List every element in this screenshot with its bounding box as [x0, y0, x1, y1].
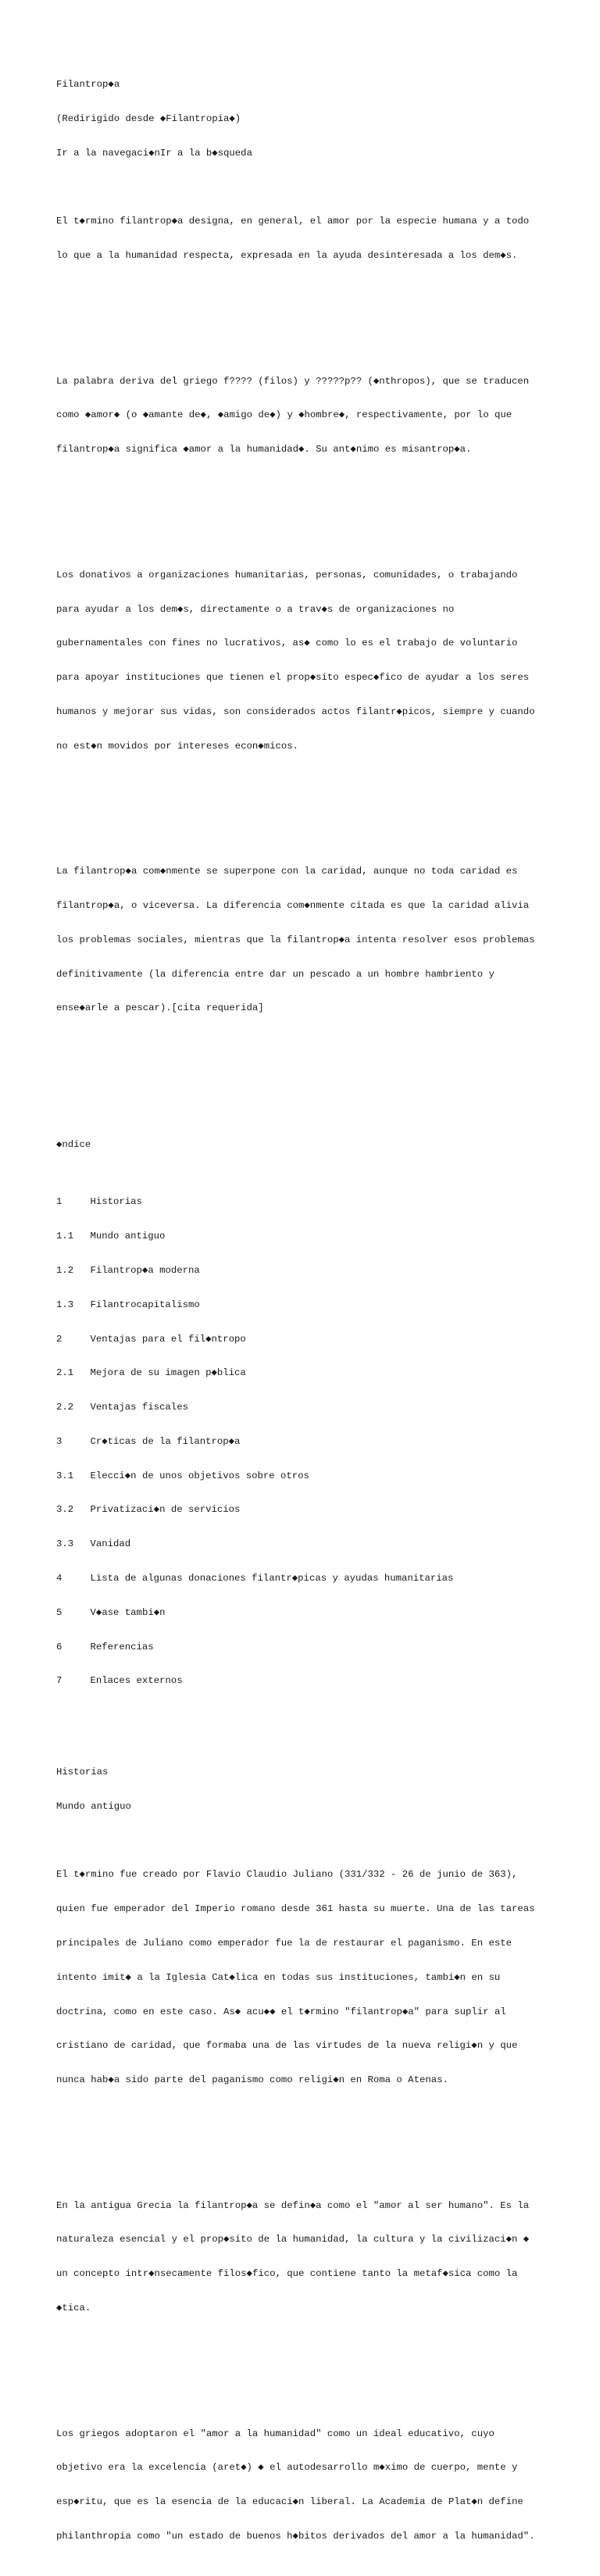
toc-item-label: Referencias	[90, 1641, 154, 1652]
toc-item-number: 4	[56, 1572, 62, 1584]
toc-list	[56, 1174, 556, 1710]
toc-item[interactable]	[56, 1265, 556, 1277]
toc-item[interactable]	[56, 1675, 556, 1687]
toc-item-number: 6	[56, 1641, 62, 1652]
intro-paragraph-1: El t◆rmino filantrop◆a designa, en general, el amor por la especie humana y a todo lo que a la humanidad respecta, expresada en la ayuda desinteresada a los dem◆s.	[56, 216, 530, 262]
toc-item-number: 2.1	[56, 1367, 74, 1379]
navigation-links[interactable]: Ir a la navegaci◆nIr a la b◆squeda	[56, 147, 252, 159]
history-paragraph-3: Los griegos adoptaron el "amor a la humanidad" como un ideal educativo, cuyo objetivo era la excelencia (aret◆) ◆ el autodesarrollo m◆ximo de cuerpo, mente y esp◆ritu, que es la esencia de la educaci◆n liberal. La Academia de Plat◆n define philanthropia como "un estado de buenos h◆bitos derivados del amor a la humanidad".	[56, 2428, 535, 2542]
toc-item-label: Ventajas fiscales	[90, 1402, 188, 1413]
toc-item[interactable]	[56, 1231, 556, 1242]
history-paragraph-1: El t◆rmino fue creado por Flavio Claudio Juliano (331/332 - 26 de junio de 363), quien fue emperador del Imperio romano desde 361 hasta su muerte. Una de las tareas principales de Juliano como emperador fue la de restaurar el paganismo. En este intento imit◆ a la Iglesia Cat◆lica en todas sus instituciones, tambi◆n en su doctrina, como en este caso. As◆ acu◆◆ el t◆rmino "filantrop◆a" para suplir al cristiano de caridad, que formaba una de las virtudes de la nueva religi◆n y que nunca hab◆a sido parte del paganismo como religi◆n en Roma o Atenas.	[56, 1869, 535, 2086]
toc-item-number: 3	[56, 1435, 62, 1447]
toc-item-label: Filantrop◆a moderna	[90, 1264, 200, 1276]
toc-item-number: 1.1	[56, 1231, 74, 1242]
toc-item-number: 2.2	[56, 1402, 74, 1413]
toc-item-label: Historias	[90, 1196, 142, 1208]
toc-item-label: Mejora de su imagen p◆blica	[90, 1367, 246, 1379]
toc-item-label: Filantrocapitalismo	[90, 1299, 200, 1310]
toc-item[interactable]	[56, 1470, 556, 1482]
toc-heading: ◆ndice	[56, 1139, 91, 1151]
toc-item-label: Enlaces externos	[90, 1675, 183, 1687]
toc-item-number: 5	[56, 1606, 62, 1618]
toc-item-label: Vanidad	[90, 1538, 131, 1550]
toc-item-label: Privatizaci◆n de servicios	[90, 1504, 241, 1516]
toc-item[interactable]	[56, 1367, 556, 1379]
toc-item-label: V◆ase tambi◆n	[90, 1606, 166, 1618]
section-heading-historias: Historias	[56, 1767, 109, 1778]
toc-item[interactable]	[56, 1402, 556, 1413]
document-page	[56, 56, 556, 2576]
toc-item-number: 2	[56, 1333, 62, 1345]
toc-item-label: Elecci◆n de unos objetivos sobre otros	[90, 1470, 309, 1481]
toc-item[interactable]	[56, 1538, 556, 1550]
toc-item[interactable]	[56, 1504, 556, 1516]
toc-item-label: Cr◆ticas de la filantrop◆a	[90, 1435, 241, 1447]
toc-item-label: Ventajas para el fil◆ntropo	[90, 1333, 246, 1345]
toc-item-number: 1	[56, 1196, 62, 1208]
toc-item-number: 7	[56, 1675, 62, 1687]
redirect-note: (Redirigido desde ◆Filantropia◆)	[56, 113, 241, 124]
intro-paragraph-4: La filantrop◆a com◆nmente se superpone con la caridad, aunque no toda caridad es filantrop◆a, o viceversa. La diferencia com◆nmente citada es que la caridad alivia los problemas sociales, mientras que la filantrop◆a intenta resolver esos problemas definitivamente (la diferencia entre dar un pescado a un hombre hambriento y ense◆arle a pescar).[cita requerida]	[56, 866, 535, 1014]
toc-item[interactable]	[56, 1573, 556, 1585]
toc-item[interactable]	[56, 1196, 556, 1208]
toc-item-label: Mundo antiguo	[90, 1231, 166, 1242]
toc-item-number: 1.3	[56, 1299, 74, 1310]
toc-item-number: 3.3	[56, 1538, 74, 1550]
toc-item[interactable]	[56, 1607, 556, 1619]
toc-item[interactable]	[56, 1334, 556, 1345]
history-paragraph-2: En la antigua Grecia la filantrop◆a se defin◆a como el "amor al ser humano". Es la naturaleza esencial y el prop◆sito de la humanidad, la cultura y la civilizaci◆n ◆ un concepto intr◆nsecamente filos◆fico, que contiene tanto la metaf◆sica como la ◆tica.	[56, 2199, 530, 2313]
page-title: Filantrop◆a	[56, 79, 120, 91]
toc-item[interactable]	[56, 1436, 556, 1448]
toc-item-number: 1.2	[56, 1264, 74, 1276]
toc-item-label: Lista de algunas donaciones filantr◆picas y ayudas humanitarias	[90, 1572, 454, 1584]
table-of-contents	[56, 1117, 556, 1732]
toc-item[interactable]	[56, 1299, 556, 1311]
subsection-heading-mundo-antiguo: Mundo antiguo	[56, 1800, 131, 1812]
intro-paragraph-2: La palabra deriva del griego f???? (filos) y ?????p?? (◆nthropos), que se traducen como ◆amor◆ (o ◆amante de◆, ◆amigo de◆) y ◆hombre◆, respectivamente, por lo que filantrop◆a significa ◆amor a la humanidad◆. Su ant◆nimo es misantrop◆a.	[56, 375, 530, 456]
toc-item-number: 3.2	[56, 1504, 74, 1516]
toc-item-number: 3.1	[56, 1470, 74, 1481]
intro-paragraph-3: Los donativos a organizaciones humanitarias, personas, comunidades, o trabajando para ayudar a los dem◆s, directamente o a trav◆s de organizaciones no gubernamentales con fines no lucrativos, as◆ como lo es el trabajo de voluntario para apoyar instituciones que tienen el prop◆sito espec◆fico de ayudar a los seres humanos y mejorar sus vidas, son considerados actos filantr◆picos, siempre y cuando no est◆n movidos por intereses econ◆micos.	[56, 569, 535, 752]
toc-item[interactable]	[56, 1642, 556, 1653]
